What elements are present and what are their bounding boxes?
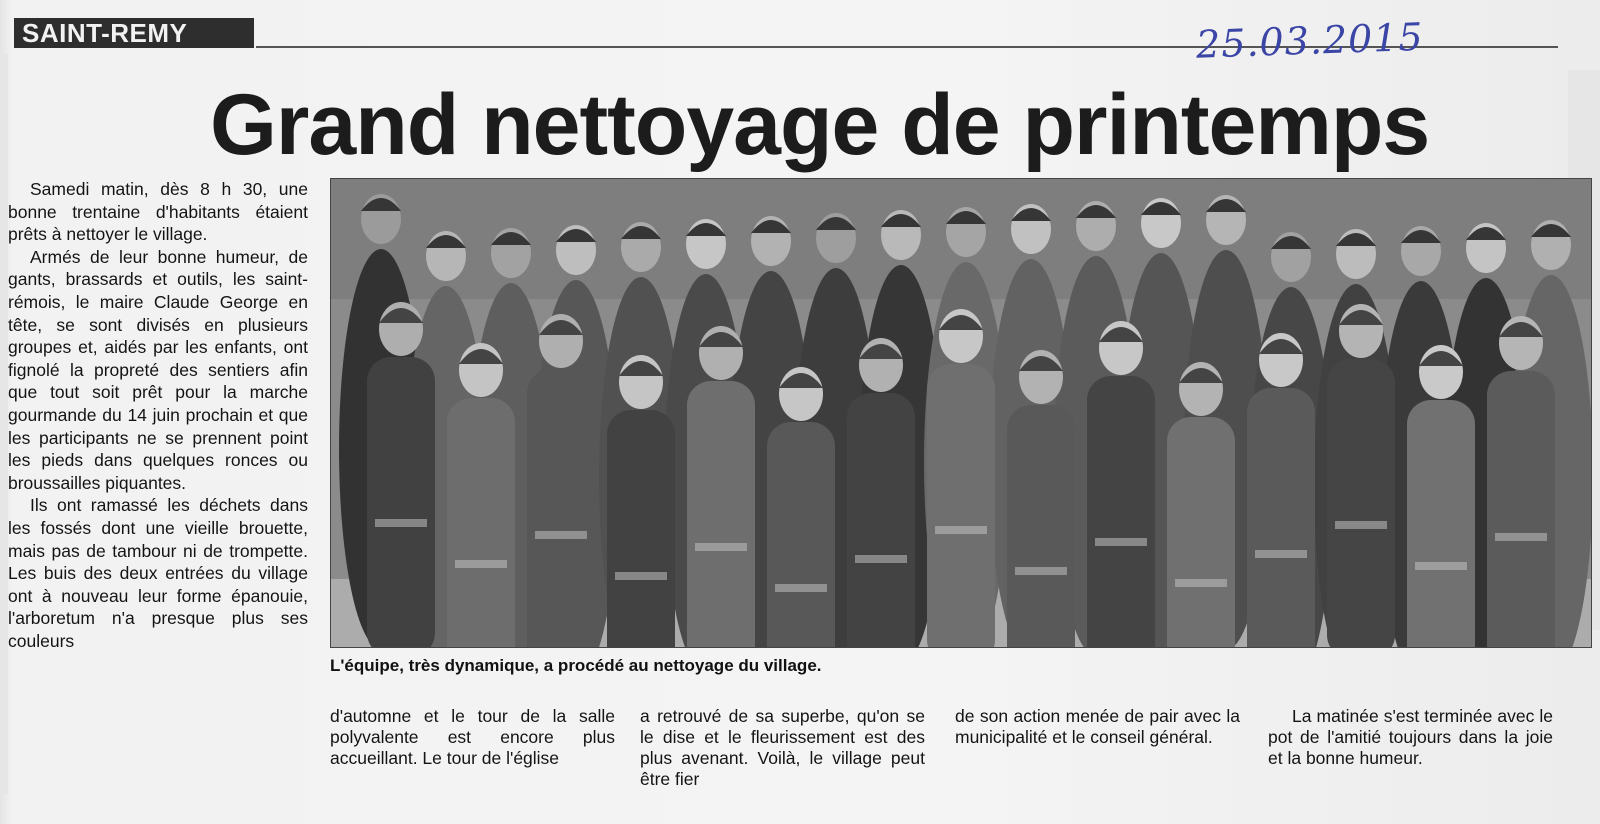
photo-grain [331,179,1592,648]
column-text: d'automne et le tour de la salle polyvalente est encore plus accueillant. Le tour de l'église [330,706,615,768]
lede-paragraph: Armés de leur bonne humeur, de gants, brassards et outils, les saint-rémois, le maire Claude George en tête, se sont divisés en plusieurs groupes et, aidés par les enfants, ont fignolé la propreté des sentiers afin que tout soit prêt pour la marche gourmande du 14 juin prochain et que les participants ne se prennent point les pieds dans quelques ronces ou broussailles piquantes. [8,246,308,493]
text-column-2 [640,706,925,806]
column-text: La matinée s'est terminée avec le pot de l'amitié toujours dans la joie et la bonne humeur. [1268,706,1553,768]
section-label: SAINT-REMY [14,18,254,48]
column-text: a retrouvé de sa superbe, qu'on se le dise et le fleurissement est des plus avenant. Voilà, le village peut être fier [640,706,925,789]
adjacent-column-left [0,54,8,794]
group-photo [330,178,1592,648]
column-text: de son action menée de pair avec la municipalité et le conseil général. [955,706,1240,747]
lede-column [8,178,308,798]
handwritten-date: 25.03.2015 [1195,14,1425,67]
lede-paragraph: Samedi matin, dès 8 h 30, une bonne trentaine d'habitants étaient prêts à nettoyer le village. [8,179,308,245]
text-column-1 [330,706,615,806]
headline: Grand nettoyage de printemps [210,77,1430,173]
text-column-4 [1268,706,1553,806]
photo-caption: L'équipe, très dynamique, a procédé au nettoyage du village. [330,656,822,675]
group-photo-scene [331,179,1592,648]
lede-paragraph: Ils ont ramassé les déchets dans les fossés dont une vieille brouette, mais pas de tambour ni de trompette. Les buis des deux entrées du village ont à nouveau leur forme épanouie, l'arboretum n'a presque plus ses couleurs [8,495,308,651]
text-column-3 [955,706,1240,806]
